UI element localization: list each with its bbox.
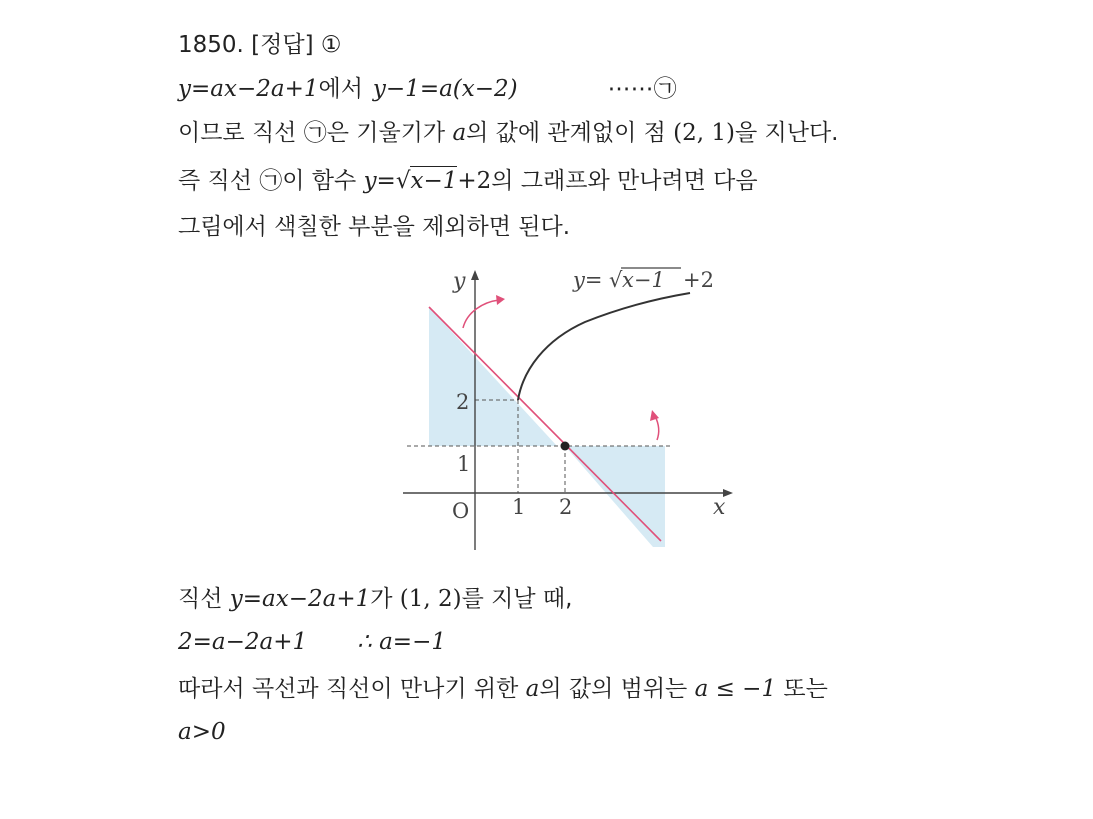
explanation-line-1 bbox=[178, 118, 839, 148]
y-tick-1: 1 bbox=[457, 452, 471, 476]
sqrt-curve bbox=[518, 293, 690, 400]
shade-region-right bbox=[565, 446, 665, 547]
text-3c: 을 지난다. bbox=[735, 120, 839, 146]
x-tick-1: 1 bbox=[512, 495, 526, 519]
line-equation: y=ax−2a+1 bbox=[229, 586, 371, 612]
curve-label-radicand: x−1 bbox=[622, 268, 665, 292]
solve-result: ∴ a=−1 bbox=[357, 629, 446, 655]
range-inequality: a ≤ −1 bbox=[694, 676, 777, 702]
y-axis-arrow-icon bbox=[471, 270, 479, 280]
text-6c: 를 지날 때, bbox=[461, 586, 573, 612]
text-3b: 의 값에 관계없이 점 bbox=[466, 120, 666, 146]
text-6a: 직선 bbox=[178, 586, 223, 612]
range-positive: a>0 bbox=[178, 719, 226, 745]
solve-line bbox=[178, 627, 446, 657]
equation-rewritten: y−1=a(x−2) bbox=[372, 76, 518, 102]
text-eseo: 에서 bbox=[318, 76, 363, 102]
explanation-line-2 bbox=[178, 166, 758, 196]
rotate-arrow-left-icon bbox=[463, 300, 499, 328]
solve-equation: 2=a−2a+1 bbox=[178, 629, 308, 655]
conclusion-line-2 bbox=[178, 717, 226, 747]
text-4b: 의 그래프와 만나려면 다음 bbox=[491, 168, 758, 194]
equation-original: y=ax−2a+1 bbox=[178, 76, 319, 102]
curve-label-sqrt-icon: √ bbox=[609, 268, 623, 292]
x-axis-label: x bbox=[713, 495, 726, 520]
text-8c: 또는 bbox=[783, 676, 828, 702]
point-2-1: (2, 1) bbox=[673, 120, 735, 146]
origin-label: O bbox=[452, 499, 470, 523]
point-1-2: (1, 2) bbox=[399, 586, 462, 612]
conclusion-line bbox=[178, 674, 828, 704]
point-2-1-dot bbox=[561, 442, 570, 451]
graph-figure bbox=[395, 260, 745, 555]
curve-label-y: y= bbox=[573, 268, 603, 292]
equation-marker: ⋯⋯㉠ bbox=[607, 76, 677, 102]
rotate-arrow-right-head-icon bbox=[650, 410, 659, 421]
equation-line bbox=[178, 74, 677, 104]
var-a: a bbox=[452, 120, 467, 146]
curve-label-plus: +2 bbox=[683, 268, 714, 292]
x-tick-2: 2 bbox=[559, 495, 573, 519]
y-tick-2: 2 bbox=[456, 390, 470, 414]
explanation-line-3 bbox=[178, 212, 570, 242]
shade-region-left bbox=[429, 307, 557, 446]
func-y: y= bbox=[363, 168, 396, 194]
text-8b: 의 값의 범위는 bbox=[539, 676, 688, 702]
problem-header bbox=[178, 30, 341, 60]
func-plus: +2 bbox=[457, 168, 492, 194]
func-radicand: x−1 bbox=[410, 168, 458, 194]
var-a-2: a bbox=[525, 676, 540, 702]
text-4a: 즉 직선 ㉠이 함수 bbox=[178, 168, 357, 194]
condition-line bbox=[178, 584, 572, 614]
y-axis-label: y bbox=[453, 269, 466, 294]
text-5: 그림에서 색칠한 부분을 제외하면 된다. bbox=[178, 214, 571, 240]
text-8a: 따라서 곡선과 직선이 만나기 위한 bbox=[178, 676, 519, 702]
rotate-arrow-right-icon bbox=[655, 416, 659, 440]
rotate-arrow-left-head-icon bbox=[496, 295, 505, 305]
header-text: 1850. [정답] ① bbox=[178, 32, 342, 58]
text-3a: 이므로 직선 ㉠은 기울기가 bbox=[178, 120, 446, 146]
text-6b: 가 bbox=[370, 586, 393, 612]
sqrt-icon: √ bbox=[395, 168, 411, 194]
